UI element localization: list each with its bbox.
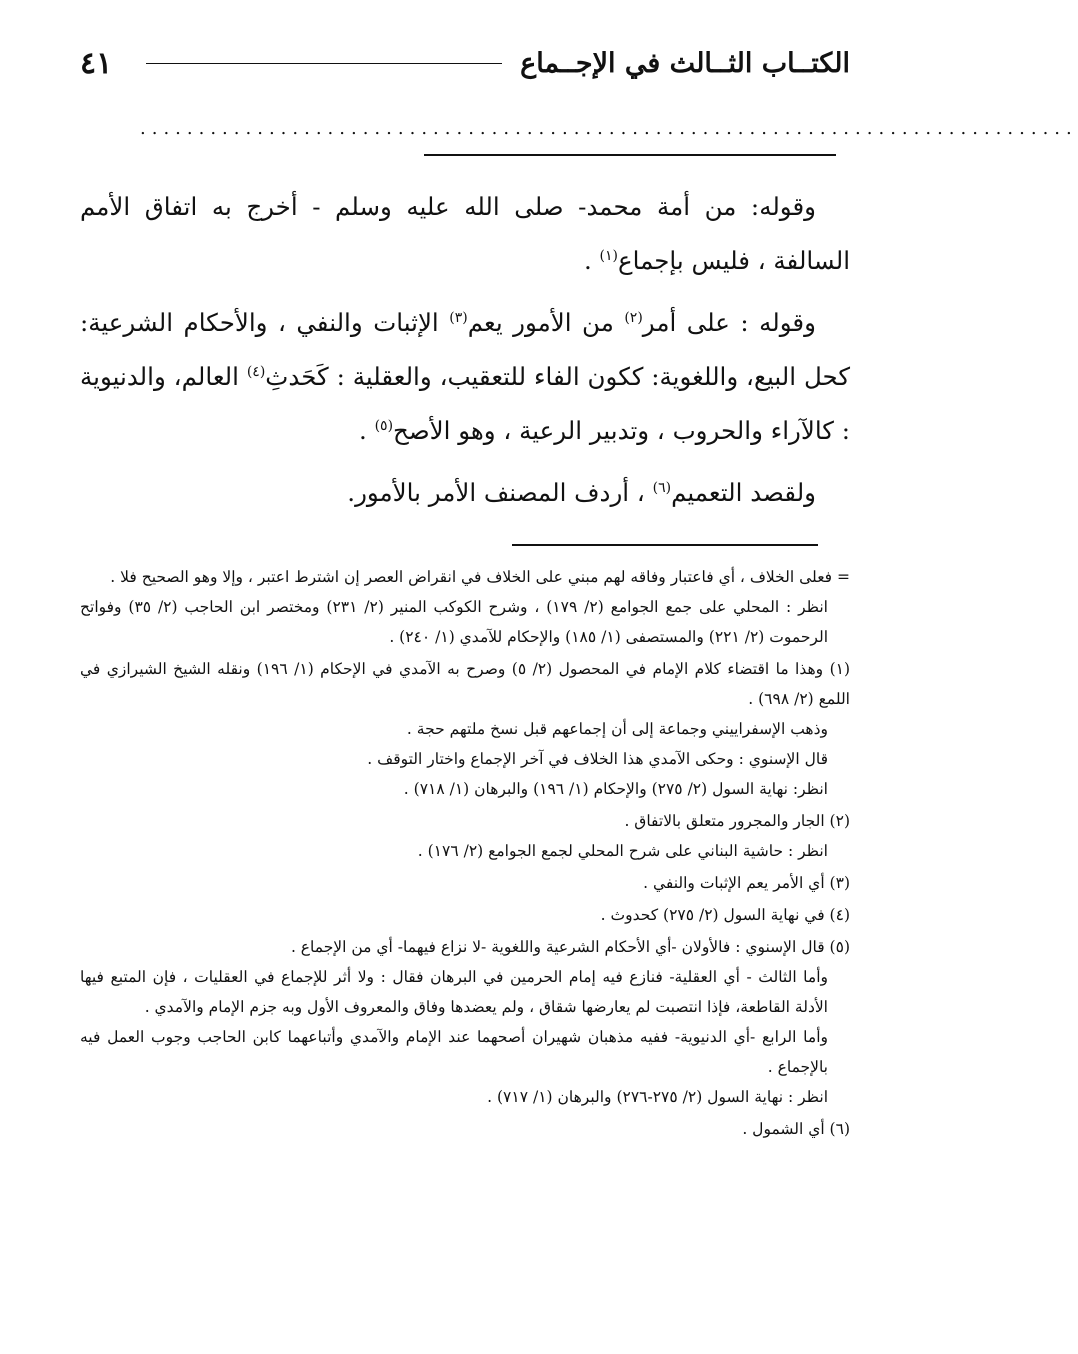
footnote-subline: انظر : حاشية البناني على شرح المحلي لجمع الجوامع (٢/ ١٧٦) . — [417, 842, 828, 860]
footnote-subline: وذهب الإسفراييني وجماعة إلى أن إجماعهم قبل نسخ ملتهم حجة . — [406, 720, 828, 738]
header-rule — [146, 63, 502, 64]
dotted-separator: ................................................................................ — [140, 118, 1078, 139]
text-start-rule — [424, 154, 836, 156]
footnote-text: (٤) في نهاية السول (٢/ ٢٧٥) كحدوث . — [600, 906, 850, 924]
footnote-text: (٢) الجار والمجرور متعلق بالاتفاق . — [624, 812, 850, 830]
footnote-ref-3: (٣) — [449, 310, 468, 326]
main-paragraph-3: ولقصد التعميم$^{(٦)}$ ، أردف المصنف الأمر بالأمور. — [347, 478, 816, 507]
footnote-1 — [80, 654, 850, 804]
footnote-ref-1: (١) — [599, 248, 619, 264]
footnote-ref-6: (٦) — [652, 480, 672, 496]
footnote-rule — [512, 544, 818, 546]
page-header — [80, 38, 850, 88]
running-title: الكتــاب الثــالث في الإجــماع — [520, 47, 850, 79]
footnote-subline: وأما الثالث - أي العقلية- فنازع فيه إمام الحرمين في البرهان فقال : ولا أثر للإجماع في العقليات ، فإن المتبع فيها الأدلة القاطعة، فإذا انتصبت لم يعارضها شقاق ، ولم يعضدها وفاق والمعروف الأول وبه جزم الإمام والآمدي . — [80, 968, 828, 1016]
main-paragraph-1: وقوله: من أمة محمد- صلى الله عليه وسلم - أخرج به اتفاق الأمم السالفة ، فليس بإجماع$^{(١)}$ . — [80, 192, 850, 275]
footnote-text: (٦) أي الشمول . — [742, 1120, 850, 1138]
page-number: ٤١ — [80, 45, 113, 81]
footnote-subline: وأما الرابع -أي الدنيوية- ففيه مذهبان شهيران أصحهما عند الإمام والآمدي وأتباعهما كابن الحاجب وجوب العمل فيه بالإجماع . — [80, 1028, 828, 1076]
footnotes — [80, 562, 850, 1146]
footnote-ref-4: (٤) — [246, 364, 266, 380]
footnote-3 — [80, 868, 850, 898]
footnote-0 — [80, 562, 850, 652]
footnote-subline: انظر : نهاية السول (٢/ ٢٧٥-٢٧٦) والبرهان (١/ ٧١٧) . — [487, 1088, 828, 1106]
footnote-4 — [80, 900, 850, 930]
footnote-ref-2: (٢) — [624, 310, 643, 326]
main-text — [80, 180, 850, 528]
footnote-2 — [80, 806, 850, 866]
footnote-6 — [80, 1114, 850, 1144]
footnote-text: = فعلى الخلاف ، أي فاعتبار وفاقه لهم مبني على الخلاف في انقراض العصر إن اشترط اعتبر ، وإلا وهو الصحيح فلا . — [110, 568, 850, 586]
footnote-5 — [80, 932, 850, 1112]
footnote-ref-5: (٥) — [374, 418, 394, 434]
main-paragraph-2: وقوله : على أمر$^{(٢)}$ من الأمور يعم$^{(٣)}$ الإثبات والنفي ، والأحكام الشرعية: كحل البيع، واللغوية: ككون الفاء للتعقيب، والعقلية : كَحَدثِ$^{(٤)}$ العالم، والدنيوية : كالآراء والحروب ، وتدبير الرعية ، وهو الأصح$^{(٥)}$ . — [80, 308, 850, 445]
footnote-text: (٥) قال الإسنوي : فالأولان -أي الأحكام الشرعية واللغوية -لا نزاع فيهما- أي من الإجماع . — [290, 938, 850, 956]
footnote-text: (١) وهذا ما اقتضاء كلام الإمام في المحصول (٢/ ٥) وصرح به الآمدي في الإحكام (١/ ١٩٦) ونقله الشيخ الشيرازي في اللمع (٢/ ٦٩٨) . — [80, 660, 851, 708]
footnote-subline: انظر: نهاية السول (٢/ ٢٧٥) والإحكام (١/ ١٩٦) والبرهان (١/ ٧١٨) . — [403, 780, 828, 798]
footnote-text: (٣) أي الأمر يعم الإثبات والنفي . — [643, 874, 850, 892]
footnote-subline: انظر : المحلي على جمع الجوامع (٢/ ١٧٩) ، وشرح الكوكب المنير (٢/ ٢٣١) ومختصر ابن الحاجب (٢/ ٣٥) وفواتح الرحموت (٢/ ٢٢١) والمستصفى (١/ ١٨٥) والإحكام للآمدي (١/ ٢٤٠) . — [80, 598, 828, 646]
footnote-subline: قال الإسنوي : وحكى الآمدي هذا الخلاف في آخر الإجماع واختار التوقف . — [367, 750, 828, 768]
